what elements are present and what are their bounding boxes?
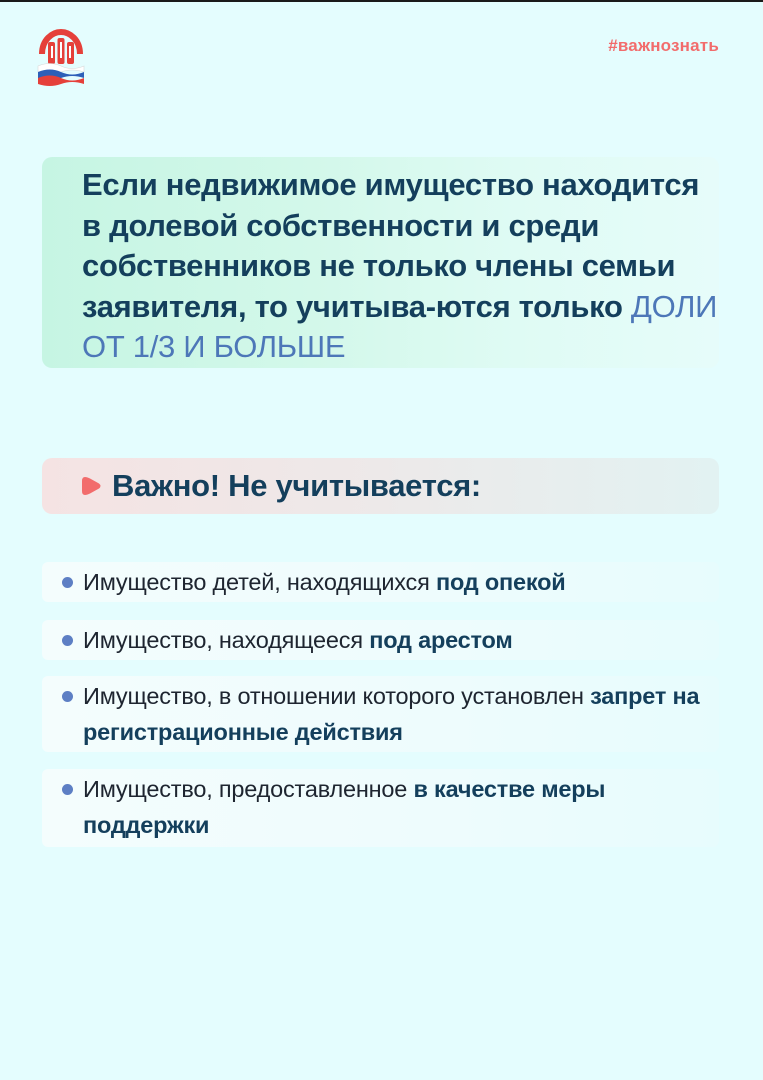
bullet-icon	[62, 635, 73, 646]
list-item-bold: запрет на регистрационные действия	[83, 683, 700, 745]
list-item-bold: под опекой	[435, 569, 566, 595]
bullet-icon	[62, 577, 73, 588]
headline-accent: ДОЛИ ОТ 1/3 И БОЛЬШЕ	[82, 288, 718, 364]
bullet-icon	[62, 784, 73, 795]
important-banner	[42, 458, 719, 514]
list-item-text	[83, 622, 513, 658]
play-icon	[78, 473, 104, 499]
list-item-text	[83, 678, 709, 750]
bullet-icon	[62, 691, 73, 702]
headline-box	[42, 157, 719, 368]
list-item	[42, 562, 719, 602]
list-item	[42, 769, 719, 847]
headline-main: Если недвижимое имущество находится в долевой собственности и среди собственников не только члены семьи заявителя, то учитыва-ются только	[82, 167, 700, 324]
list-item-regular: Имущество, в отношении которого установлен	[83, 683, 591, 709]
list-item-bold: под арестом	[369, 627, 513, 653]
pfr-logo-icon	[34, 28, 88, 86]
list-item-bold: в качестве меры поддержки	[83, 776, 606, 838]
list-item-regular: Имущество, находящееся	[83, 627, 370, 653]
list-item-text	[83, 771, 709, 843]
list-item-regular: Имущество, предоставленное	[83, 776, 414, 802]
list-item	[42, 620, 719, 660]
list-item	[42, 676, 719, 752]
list-item-regular: Имущество детей, находящихся	[83, 569, 436, 595]
headline-text	[82, 165, 719, 368]
list-item-text	[83, 564, 566, 600]
hashtag-label: #важнознать	[608, 36, 719, 55]
important-title: Важно! Не учитывается:	[112, 468, 481, 503]
